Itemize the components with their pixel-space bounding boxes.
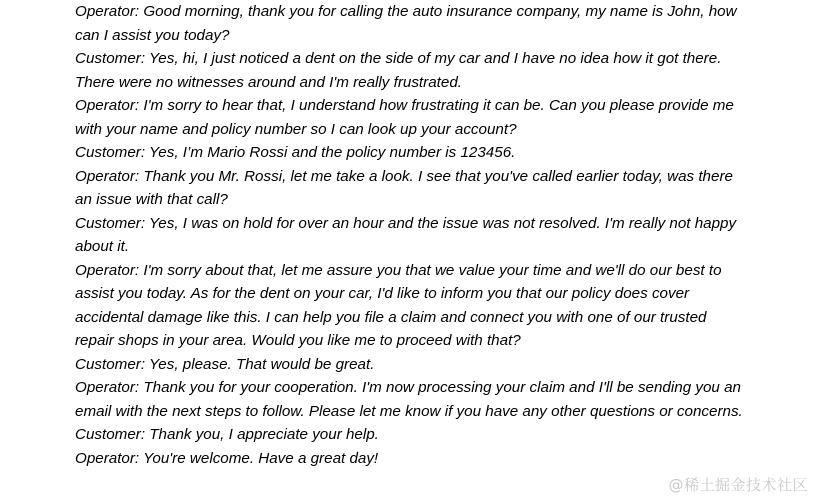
transcript-line: Customer: Yes, I was on hold for over an hour and the issue was not resolved. I'm really not happy about it.: [75, 214, 737, 255]
transcript-line: Operator: Thank you Mr. Rossi, let me take a look. I see that you've called earlier today, was there an issue with that call?: [75, 167, 733, 208]
transcript-line: Customer: Thank you, I appreciate your help.: [75, 426, 379, 443]
transcript-line: Customer: Yes, hi, I just noticed a dent on the side of my car and I have no idea how it got there. There were no witnesses around and I'm really frustrated.: [75, 50, 722, 91]
transcript-document: [75, 0, 745, 470]
watermark: @稀土掘金技术社区: [668, 476, 808, 494]
transcript-line: Operator: You're welcome. Have a great day!: [75, 449, 379, 467]
transcript-line: Operator: Thank you for your cooperation. I'm now processing your claim and I'll be sending you an email with the next steps to follow. Please let me know if you have any other questions or concerns.: [75, 379, 743, 420]
transcript-line: Customer: Yes, I’m Mario Rossi and the policy number is 123456.: [75, 144, 516, 161]
transcript-line: Customer: Yes, please. That would be great.: [75, 355, 375, 373]
transcript-line: Operator: I'm sorry about that, let me assure you that we value your time and we'll do our best to assist you today. As for the dent on your car, I'd like to inform you that our policy does cover accidental damage like this. I can help you file a claim and connect you with one of our trusted repair shops in your area. Would you like me to proceed with that?: [75, 261, 722, 349]
transcript-line: Operator: Good morning, thank you for calling the auto insurance company, my name is John, how can I assist you today?: [75, 3, 737, 44]
transcript-line: Operator: I'm sorry to hear that, I understand how frustrating it can be. Can you please provide me with your name and policy number so I can look up your account?: [75, 97, 734, 138]
